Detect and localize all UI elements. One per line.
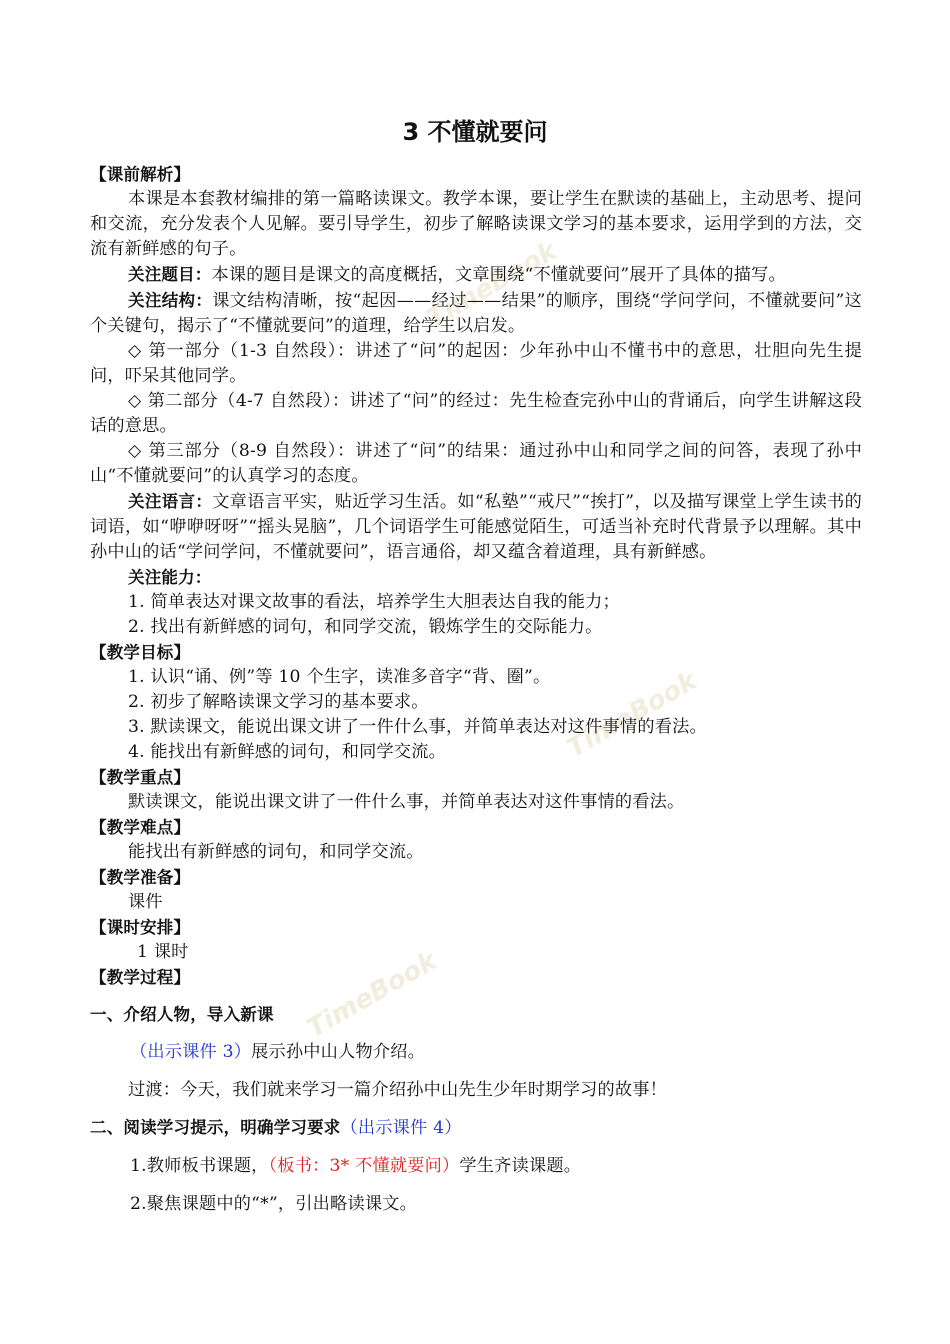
- paragraph-item1: [90, 1154, 862, 1179]
- section-heading-pre: 【课前解析】: [90, 165, 191, 184]
- watermark: TimeBook: [562, 665, 703, 765]
- text: 1.教师板书课题，: [130, 1156, 269, 1176]
- paragraph-part1: ◇ 第一部分（1-3 自然段）：讲述了“问”的起因：少年孙中山不懂书中的意思，壮胆向先生提问，吓呆其他同学。: [90, 341, 862, 386]
- courseware-ref: （出示课件 3）: [130, 1042, 252, 1062]
- section-heading-goals: 【教学目标】: [90, 643, 191, 662]
- section-heading-prep: 【教学准备】: [90, 868, 191, 887]
- page-title: 3 不懂就要问: [402, 118, 548, 146]
- text: 学生齐读课题。: [459, 1156, 582, 1176]
- paragraph-structure: [90, 288, 862, 339]
- list-item: 1. 简单表达对课文故事的看法，培养学生大胆表达自我的能力；: [128, 592, 620, 612]
- text-structure: 课文结构清晰，按“起因——经过——结果”的顺序，围绕“学问学问，不懂就要问”这个关键句，揭示了“不懂就要问”的道理，给学生以启发。: [90, 291, 863, 336]
- paragraph: 本课是本套教材编排的第一篇略读课文。教学本课，要让学生在默读的基础上，主动思考、提问和交流，充分发表个人见解。要引导学生，初步了解略读课文学习的基本要求，运用学到的方法，交流有新鲜感的句子。: [90, 189, 862, 259]
- paragraph-topic: [90, 262, 862, 288]
- label-language: 关注语言：: [128, 492, 213, 511]
- label-structure: 关注结构：: [128, 291, 213, 310]
- list-item: 1. 认识“诵、例”等 10 个生字，读准多音字“背、圈”。: [128, 667, 551, 687]
- watermark: TimeBook: [422, 235, 563, 335]
- text-language: 文章语言平实，贴近学习生活。如“私塾”“戒尺”“挨打”，以及描写课堂上学生读书的词语，如“咿咿呀呀”“摇头晃脑”，几个词语学生可能感觉陌生，可适当补充时代背景予以理解。其中孙中山的话“学问学问，不懂就要问”，语言通俗，却又蕴含着道理，具有新鲜感。: [90, 492, 863, 562]
- paragraph: 1 课时: [137, 942, 189, 962]
- section-heading-key: 【教学重点】: [90, 768, 191, 787]
- document-body: [90, 162, 862, 1217]
- section-heading-difficult: 【教学难点】: [90, 818, 191, 837]
- watermark: TimeBook: [302, 945, 443, 1045]
- list-item: 3. 默读课文，能说出课文讲了一件什么事，并简单表达对这件事情的看法。: [128, 717, 707, 737]
- text: 展示孙中山人物介绍。: [251, 1042, 426, 1062]
- paragraph-language: [90, 489, 862, 565]
- label-topic: 关注题目：: [128, 265, 212, 284]
- paragraph: 课件: [128, 892, 163, 912]
- section-heading-process: 【教学过程】: [90, 968, 191, 987]
- list-item: 4. 能找出有新鲜感的词句，和同学交流。: [128, 742, 447, 762]
- board-note: （板书：3* 不懂就要问）: [268, 1156, 460, 1176]
- paragraph: 默读课文，能说出课文讲了一件什么事，并简单表达对这件事情的看法。: [128, 792, 685, 812]
- paragraph-part2: ◇ 第二部分（4-7 自然段）：讲述了“问”的经过：先生检查完孙中山的背诵后，向学生讲解这段话的意思。: [90, 391, 862, 436]
- step-title: 二、阅读学习提示，明确学习要求: [90, 1118, 341, 1137]
- paragraph-step1: [90, 1040, 862, 1065]
- step-heading: 一、介绍人物，导入新课: [90, 1005, 274, 1024]
- list-item: 2. 找出有新鲜感的词句，和同学交流，锻炼学生的交际能力。: [128, 617, 603, 637]
- list-item: 2. 初步了解略读课文学习的基本要求。: [128, 692, 429, 712]
- courseware-ref: （出示课件 4）: [340, 1118, 462, 1138]
- paragraph: 能找出有新鲜感的词句，和同学交流。: [128, 842, 424, 862]
- section-heading-hours: 【课时安排】: [90, 918, 191, 937]
- paragraph-part3: ◇ 第三部分（8-9 自然段）：讲述了“问”的结果：通过孙中山和同学之间的问答，表现了孙中山“不懂就要问”的认真学习的态度。: [90, 441, 862, 486]
- step-heading: [90, 1115, 862, 1141]
- paragraph-transition: 过渡：今天，我们就来学习一篇介绍孙中山先生少年时期学习的故事！: [128, 1080, 668, 1100]
- paragraph-item2: 2.聚焦课题中的“*”，引出略读课文。: [130, 1194, 417, 1214]
- label-ability: 关注能力：: [128, 568, 212, 587]
- text-topic: 本课的题目是课文的高度概括，文章围绕“不懂就要问”展开了具体的描写。: [211, 265, 786, 285]
